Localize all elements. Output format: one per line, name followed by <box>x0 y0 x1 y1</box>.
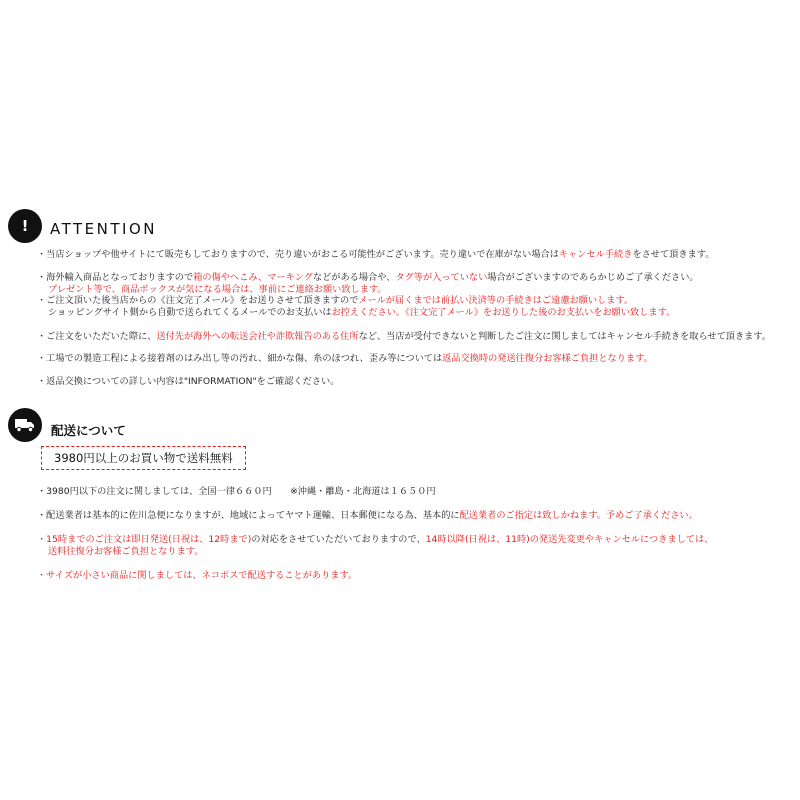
exclamation-icon: ! <box>8 209 42 243</box>
shipping-line-4: 送料往復分お客様ご負担となります。 <box>48 546 204 557</box>
attention-line-3: プレゼント等で、商品ボックスが気になる場合は、事前にご連絡お願い致します。 <box>48 284 387 295</box>
shipping-title: 配送について <box>51 423 126 438</box>
shipping-line-3: ・15時までのご注文は即日発送(日祝は、12時まで)の対応をさせていただいておりますので、14時以降(日祝は、11時)の発送先変更やキャンセルにつきましては、 <box>37 534 714 545</box>
attention-line-1: ・当店ショップや他サイトにて販売もしておりますので、売り違いがおこる可能性がございます。売り違いで在庫がない場合はキャンセル手続きをさせて頂きます。 <box>37 249 715 260</box>
attention-line-4: ・ご注文頂いた後当店からの《注文完了メール》をお送りさせて頂きますのでメールが届くまでは前払い決済等の手続きはご遠慮お願いします。 <box>37 295 634 306</box>
attention-line-6: ・ご注文をいただいた際に、送付先が海外への転送会社や詐欺報告のある住所など、当店が受付できないと判断したご注文に関しましてはキャンセル手続きを取らせて頂きます。 <box>37 331 771 342</box>
attention-line-8: ・返品交換についての詳しい内容は"INFORMATION"をご確認ください。 <box>37 376 340 387</box>
truck-icon <box>8 408 42 442</box>
shipping-line-2: ・配送業者は基本的に佐川急便になりますが、地域によってヤマト運輸、日本郵便になる為、基本的に配送業者のご指定は致しかねます。予めご了承ください。 <box>37 510 698 521</box>
attention-line-7: ・工場での製造工程による接着剤のはみ出し等の汚れ、細かな傷、糸のほつれ、歪み等については返品交換時の発送往復分お客様ご負担となります。 <box>37 353 653 364</box>
free-shipping-banner: 3980円以上のお買い物で送料無料 <box>41 446 246 470</box>
attention-line-2: ・海外輸入商品となっておりますので箱の傷やへこみ、マーキングなどがある場合や、タグ等が入っていない場合がございますのであらかじめご了承ください。 <box>37 272 699 283</box>
shipping-line-5: ・サイズが小さい商品に関しましては、ネコポスで配送することがあります。 <box>37 570 358 581</box>
attention-title: ATTENTION <box>50 220 157 238</box>
shipping-line-1: ・3980円以下の注文に関しましては、全国一律６６０円 ※沖縄・離島・北海道は１６５０円 <box>37 486 436 497</box>
attention-line-5: ショッピングサイト側から自動で送られてくるメールでのお支払いはお控えください。《注文完了メール》をお送りした後のお支払いをお願い致します。 <box>48 307 676 318</box>
